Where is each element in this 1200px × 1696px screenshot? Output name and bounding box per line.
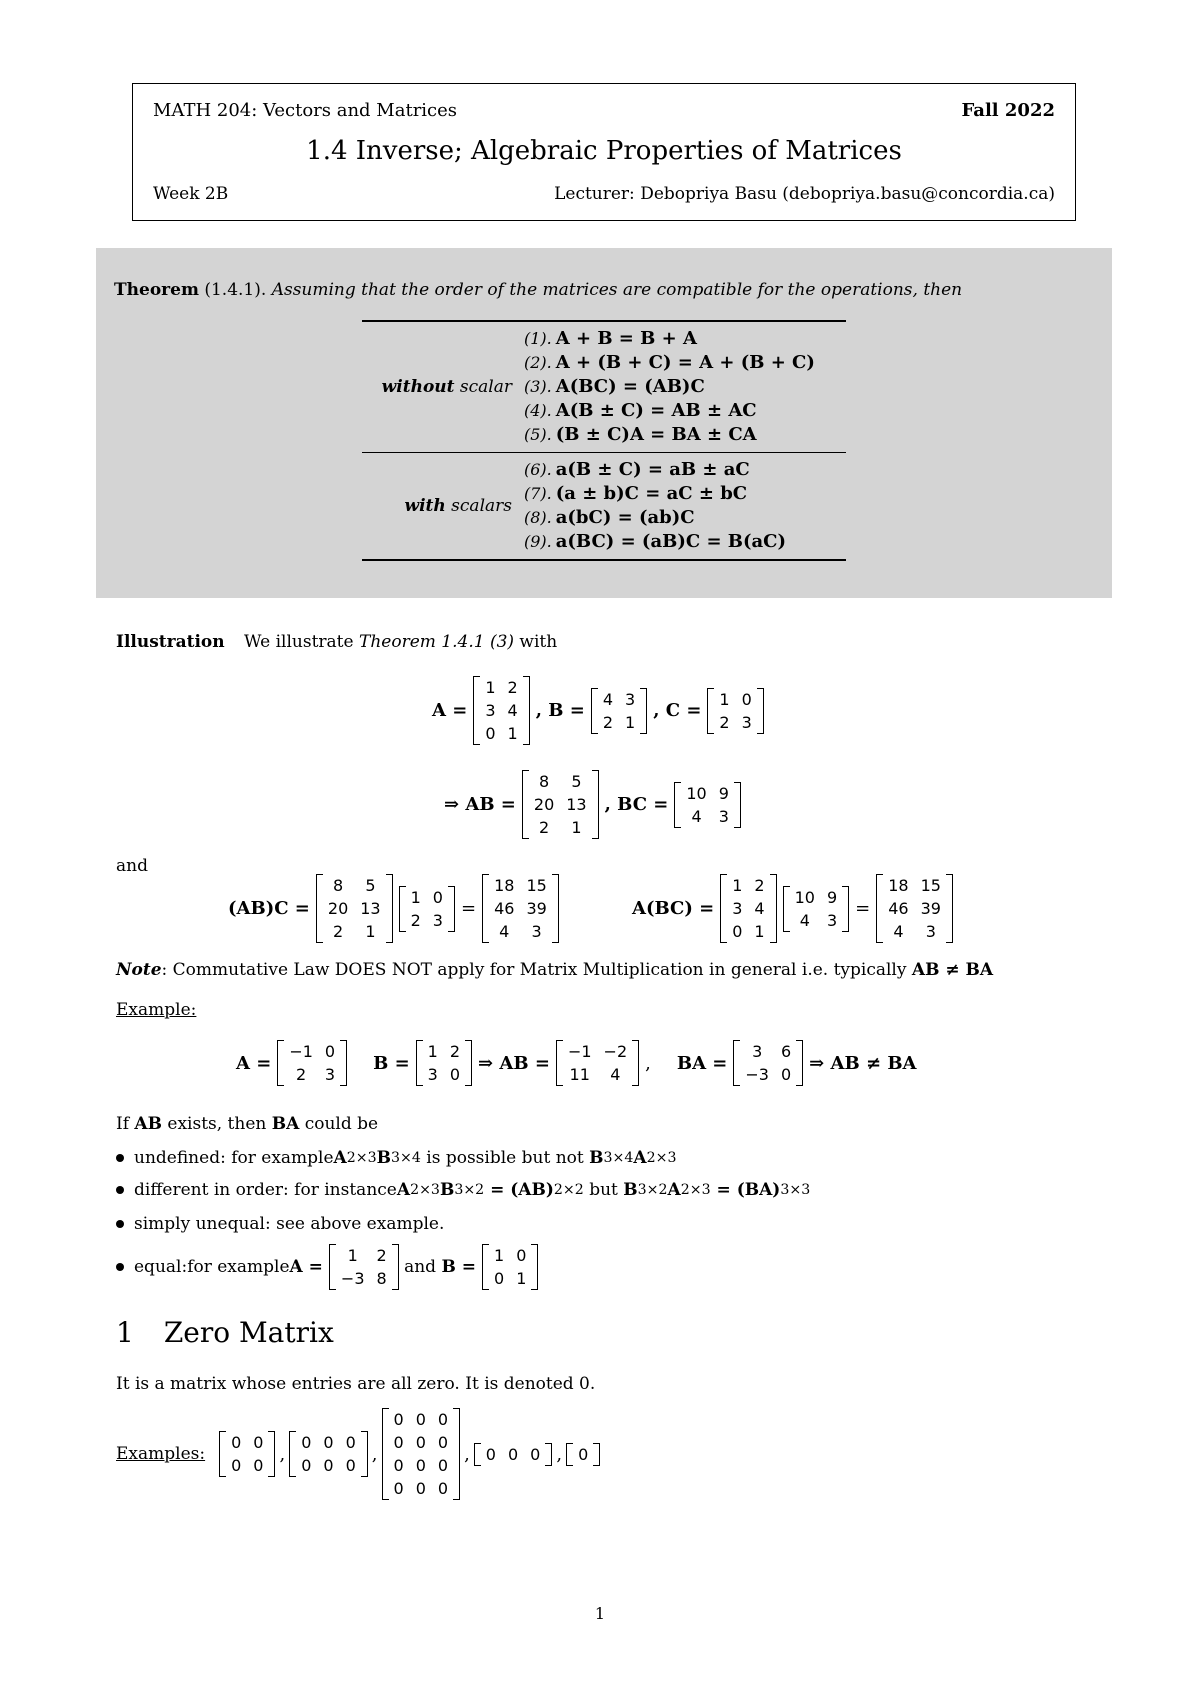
matrix-entry: 8: [332, 876, 344, 895]
matrix-entry: 1: [754, 922, 765, 941]
matrix-entry: 0: [530, 1444, 541, 1464]
matrix-entry: 0: [437, 1479, 449, 1498]
matrix-entry: 9: [826, 887, 838, 907]
course-title: MATH 204: Vectors and Matrices: [153, 100, 458, 121]
list-item: [116, 1148, 676, 1168]
bullet-icon: [116, 1154, 124, 1162]
matrix-entry: 3: [826, 910, 838, 930]
example-ba-label: BA =: [676, 1052, 728, 1074]
matrix-a-bc-result: [876, 874, 953, 943]
property-number: (5).: [524, 425, 552, 444]
example-label: Example:: [116, 1000, 197, 1020]
theorem-group: [362, 452, 846, 559]
matrix-entry: 5: [365, 876, 376, 895]
illustration-matrices-abc: [432, 676, 764, 745]
matrix-entry: 15: [526, 876, 547, 895]
list-item: [116, 1244, 538, 1290]
matrix-entry: 1: [507, 724, 518, 743]
section-title: Zero Matrix: [163, 1316, 334, 1349]
matrix-entry: −3: [745, 1065, 769, 1084]
note-expr: AB ≠ BA: [911, 960, 994, 980]
note-text: : Commutative Law DOES NOT apply for Matrix Multiplication in general i.e. typically: [161, 960, 912, 980]
theorem-box: [96, 248, 1112, 598]
matrix-entry: 2: [449, 1042, 461, 1061]
theorem-property: [524, 506, 846, 530]
matrix-entry: 46: [888, 899, 909, 918]
matrix-ab-repeat: [316, 874, 393, 943]
matrix-entry: 0: [449, 1065, 461, 1084]
matrix-entry: −1: [567, 1042, 592, 1061]
bullet-1-pre: undefined: for example: [134, 1148, 334, 1168]
matrix-entry: 3: [741, 712, 752, 732]
matrix-entry: 2: [507, 678, 518, 697]
bullet-1-m2: B: [376, 1148, 391, 1168]
zero-matrix-1x1: [566, 1443, 600, 1466]
matrix-entry: 2: [296, 1065, 307, 1084]
property-number: (1).: [524, 329, 552, 348]
property-number: (3).: [524, 377, 552, 396]
if-ab-ba: BA: [271, 1114, 300, 1134]
matrix-entry: 2: [376, 1246, 387, 1265]
matrix-entry: 8: [538, 772, 550, 791]
category-bold: with: [404, 496, 446, 516]
bullet-4-a-label: A =: [289, 1257, 323, 1277]
sep-4: ,: [556, 1443, 563, 1465]
note-label: Note: [116, 960, 162, 980]
matrix-entry: 4: [507, 701, 518, 720]
matrix-entry: 0: [507, 1444, 519, 1464]
matrix-entry: 3: [732, 899, 743, 918]
matrix-entry: 13: [360, 899, 381, 918]
property-number: (2).: [524, 353, 552, 372]
matrix-entry: 0: [485, 1444, 496, 1464]
matrix-bc: [674, 782, 741, 828]
matrix-entry: 0: [393, 1410, 404, 1429]
matrix-entry: 0: [432, 887, 443, 907]
matrix-entry: 0: [437, 1433, 449, 1452]
theorem-group: [362, 322, 846, 452]
matrix-entry: 0: [437, 1456, 449, 1475]
matrix-entry: 3: [485, 701, 496, 720]
bullet-2-s6: 3×3: [780, 1182, 811, 1198]
header-box: [132, 83, 1076, 221]
matrix-a-label: A =: [432, 700, 468, 721]
product-bc-label: , BC =: [604, 794, 669, 815]
matrix-entry: 4: [799, 910, 810, 930]
property-expression: a(bC) = (ab)C: [555, 507, 695, 528]
matrix-entry: 20: [327, 899, 349, 918]
matrix-entry: 0: [345, 1456, 356, 1475]
property-expression: A + B = B + A: [555, 328, 697, 349]
matrix-entry: 0: [231, 1456, 242, 1475]
illustration-text-post: with: [514, 632, 558, 652]
bullet-2-m3: B: [623, 1180, 638, 1200]
property-expression: a(B ± C) = aB ± aC: [555, 459, 750, 480]
sep-1: ,: [279, 1443, 286, 1465]
matrix-entry: 1: [571, 818, 582, 837]
page-title: 1.4 Inverse; Algebraic Properties of Matrices: [306, 136, 902, 166]
bullet-2-m1: A: [396, 1180, 411, 1200]
matrix-entry: 0: [437, 1410, 449, 1429]
matrix-entry: 10: [794, 887, 815, 907]
term: Fall 2022: [961, 100, 1055, 121]
a-bc-label: A(BC) =: [632, 898, 715, 919]
theorem-text: Assuming that the order of the matrices are compatible for the operations, then: [271, 280, 963, 300]
matrix-entry: 3: [925, 922, 936, 941]
bullet-icon: [116, 1263, 124, 1271]
bullet-4-b-label: B =: [441, 1257, 476, 1277]
matrix-entry: 3: [752, 1042, 763, 1061]
matrix-entry: 0: [393, 1456, 404, 1475]
property-number: (8).: [524, 508, 552, 527]
matrix-entry: 6: [780, 1042, 792, 1061]
property-expression: A(BC) = (AB)C: [555, 376, 705, 397]
if-ab-post: could be: [299, 1114, 379, 1134]
theorem-category: [362, 377, 524, 397]
category-bold: without: [381, 377, 455, 397]
matrix-entry: 0: [415, 1456, 426, 1475]
matrix-entry: 20: [533, 795, 555, 814]
matrix-entry: 1: [625, 712, 636, 732]
matrix-entry: 3: [531, 922, 542, 941]
matrix-entry: 0: [741, 689, 752, 709]
matrix-entry: 0: [301, 1456, 312, 1475]
matrix-entry: 0: [324, 1042, 336, 1061]
bullet-4-and: and: [398, 1257, 442, 1277]
matrix-b: [591, 688, 647, 734]
matrix-ab: [522, 770, 599, 839]
matrix-entry: 3: [718, 806, 729, 826]
property-expression: (B ± C)A = BA ± CA: [555, 424, 757, 445]
bullet-1-m1: A: [333, 1148, 347, 1168]
matrix-entry: −1: [289, 1042, 313, 1061]
example-conclusion: ⇒ AB ≠ BA: [809, 1052, 917, 1074]
matrix-entry: 1: [516, 1269, 527, 1288]
property-number: (4).: [524, 401, 552, 420]
matrix-entry: 0: [345, 1433, 356, 1452]
matrix-entry: 0: [301, 1433, 312, 1452]
matrix-entry: 5: [571, 772, 582, 791]
and-text: and: [116, 856, 148, 876]
matrix-entry: 0: [494, 1269, 505, 1288]
theorem-category: [362, 496, 524, 516]
matrix-entry: 4: [893, 922, 904, 941]
list-item: [116, 1214, 444, 1234]
bullet-1-s1: 2×3: [346, 1150, 377, 1166]
theorem-property: [524, 399, 846, 423]
matrix-a: [473, 676, 529, 745]
matrix-entry: 0: [485, 724, 496, 743]
matrix-entry: 46: [494, 899, 515, 918]
matrix-bc-repeat: [783, 886, 850, 932]
matrix-entry: 1: [485, 678, 496, 697]
matrix-entry: 1: [494, 1246, 505, 1265]
illustration-products: [444, 770, 741, 839]
bullet-2-s5: 2×3: [680, 1182, 711, 1198]
bullet-4-matrix-a: [329, 1244, 399, 1290]
matrix-entry: 0: [516, 1246, 527, 1265]
matrix-entry: 0: [415, 1479, 426, 1498]
bullet-1-s4: 2×3: [646, 1150, 677, 1166]
illustration-text-pre: We illustrate: [244, 632, 359, 652]
example-matrix-ba: [733, 1040, 803, 1086]
category-rest: scalars: [445, 496, 512, 516]
illustration-line: [116, 632, 557, 652]
example-b-label: B =: [373, 1052, 410, 1074]
ab-c-label: (AB)C =: [228, 898, 310, 919]
bullet-1-mid: is possible but not: [420, 1148, 590, 1168]
bullet-2-m2: B: [439, 1180, 455, 1200]
bullet-icon: [116, 1220, 124, 1228]
bullet-1-s2: 3×4: [391, 1150, 421, 1166]
matrix-entry: 0: [231, 1433, 242, 1452]
theorem-property: [524, 423, 846, 447]
matrix-entry: 18: [494, 876, 515, 895]
bullet-2-mid: but: [583, 1180, 624, 1200]
matrix-entry: 9: [718, 783, 729, 803]
bullet-1-s3: 3×4: [603, 1150, 634, 1166]
matrix-entry: 3: [324, 1065, 336, 1084]
property-number: (6).: [524, 460, 552, 479]
matrix-entry: 0: [415, 1410, 426, 1429]
matrix-entry: 0: [578, 1444, 589, 1464]
matrix-b-label: , B =: [535, 700, 585, 721]
zero-matrix-2x2: [219, 1431, 275, 1477]
property-expression: A + (B + C) = A + (B + C): [555, 352, 815, 373]
matrix-entry: 11: [569, 1065, 590, 1084]
illustration-ref: Theorem 1.4.1 (3): [358, 632, 515, 652]
illustration-label: Illustration: [116, 632, 225, 652]
matrix-entry: 15: [920, 876, 941, 895]
matrix-c: [707, 688, 763, 734]
matrix-entry: 0: [393, 1433, 404, 1452]
matrix-entry: 0: [393, 1479, 404, 1498]
bullet-2-s4: 3×2: [637, 1182, 668, 1198]
matrix-entry: 2: [410, 910, 421, 930]
bullet-2-pre: different in order: for instance: [134, 1180, 397, 1200]
week-label: Week 2B: [153, 184, 229, 204]
matrix-entry: 18: [888, 876, 909, 895]
theorem-property: [524, 327, 846, 351]
section-text: It is a matrix whose entries are all zero. It is denoted 0.: [116, 1374, 596, 1394]
matrix-c-repeat: [399, 886, 455, 932]
matrix-entry: 39: [920, 899, 941, 918]
zero-examples: [116, 1408, 600, 1500]
matrix-entry: 2: [538, 818, 550, 837]
example-equation: [236, 1040, 917, 1086]
matrix-entry: 3: [625, 689, 636, 709]
matrix-entry: 3: [427, 1065, 438, 1084]
example-matrix-b: [416, 1040, 472, 1086]
matrix-entry: 4: [602, 689, 613, 709]
bullet-2-m4: A: [667, 1180, 681, 1200]
matrix-entry: 0: [323, 1433, 334, 1452]
theorem-table: [362, 320, 846, 561]
page-number: 1: [594, 1604, 606, 1623]
matrix-entry: 0: [253, 1456, 264, 1475]
examples-label: Examples:: [116, 1444, 206, 1464]
matrix-entry: 39: [526, 899, 547, 918]
matrix-a-repeat: [720, 874, 776, 943]
matrix-entry: 0: [323, 1456, 334, 1475]
lecturer-info: Lecturer: Debopriya Basu (debopriya.basu@concordia.ca): [554, 184, 1055, 204]
matrix-entry: 1: [347, 1246, 358, 1265]
theorem-label: Theorem: [114, 280, 199, 300]
matrix-abc-result: [482, 874, 559, 943]
sep-3: ,: [464, 1443, 470, 1465]
sep-2: ,: [371, 1443, 378, 1465]
matrix-entry: 1: [410, 887, 421, 907]
bullet-4-pre: equal:for example: [134, 1257, 290, 1277]
matrix-c-label: , C =: [653, 700, 702, 721]
equals-sign-2: =: [855, 898, 871, 919]
matrix-entry: 0: [415, 1433, 426, 1452]
matrix-entry: 1: [732, 876, 743, 895]
matrix-entry: −3: [340, 1269, 365, 1288]
matrix-entry: 4: [691, 806, 702, 826]
matrix-entry: 2: [332, 922, 344, 941]
bullet-4-matrix-b: [482, 1244, 538, 1290]
matrix-entry: 4: [610, 1065, 621, 1084]
equation-a-bc: [632, 874, 953, 943]
theorem-statement: [114, 280, 962, 300]
bullet-1-m3: B: [589, 1148, 604, 1168]
category-rest: scalar: [454, 377, 512, 397]
theorem-number: (1.4.1).: [204, 280, 267, 300]
product-ab-label: ⇒ AB =: [444, 794, 516, 815]
matrix-entry: 3: [432, 910, 443, 930]
bullet-2-eq2: = (BA): [710, 1180, 781, 1200]
zero-matrix-2x3: [289, 1431, 368, 1477]
matrix-entry: 0: [253, 1433, 264, 1452]
theorem-property: [524, 375, 846, 399]
equation-ab-c: [228, 874, 559, 943]
matrix-entry: 1: [365, 922, 376, 941]
matrix-entry: 13: [566, 795, 587, 814]
bullet-2-eq1: = (AB): [484, 1180, 554, 1200]
bullet-2-s1: 2×3: [410, 1182, 440, 1198]
matrix-entry: 1: [719, 689, 730, 709]
list-item: [116, 1180, 810, 1200]
property-expression: (a ± b)C = aC ± bC: [555, 483, 748, 504]
matrix-entry: 8: [376, 1269, 387, 1288]
example-matrix-ab: [556, 1040, 639, 1086]
zero-matrix-1x3: [474, 1443, 553, 1466]
matrix-entry: 0: [732, 922, 743, 941]
bullet-3-text: simply unequal: see above example.: [134, 1214, 445, 1234]
matrix-entry: 2: [719, 712, 730, 732]
section-number: 1: [116, 1316, 134, 1349]
theorem-property: [524, 482, 846, 506]
matrix-entry: 2: [602, 712, 613, 732]
if-ab-pre: If: [116, 1114, 135, 1134]
property-number: (9).: [524, 532, 552, 551]
theorem-property: [524, 458, 846, 482]
bullet-2-s3: 2×2: [553, 1182, 584, 1198]
matrix-entry: 10: [686, 783, 707, 803]
if-ab-line: [116, 1114, 378, 1134]
theorem-property: [524, 530, 846, 554]
equals-sign: =: [460, 898, 477, 919]
example-matrix-a: [277, 1040, 347, 1086]
matrix-entry: 4: [499, 922, 510, 941]
bullet-icon: [116, 1186, 124, 1194]
zero-matrix-4x3: [382, 1408, 461, 1500]
note-line: [116, 960, 993, 980]
example-ab-label: ⇒ AB =: [478, 1052, 550, 1074]
example-comma: ,: [645, 1052, 651, 1074]
property-expression: A(B ± C) = AB ± AC: [555, 400, 757, 421]
bullet-2-s2: 3×2: [454, 1182, 485, 1198]
matrix-entry: 4: [754, 899, 765, 918]
matrix-entry: 0: [780, 1065, 792, 1084]
example-a-label: A =: [236, 1052, 272, 1074]
theorem-property: [524, 351, 846, 375]
section-heading: [116, 1316, 334, 1349]
matrix-entry: 1: [427, 1042, 438, 1061]
if-ab-mid: exists, then: [161, 1114, 272, 1134]
if-ab-ab: AB: [134, 1114, 162, 1134]
matrix-entry: 2: [754, 876, 765, 895]
bullet-1-m4: A: [633, 1148, 647, 1168]
property-number: (7).: [524, 484, 552, 503]
matrix-entry: −2: [603, 1042, 628, 1061]
property-expression: a(BC) = (aB)C = B(aC): [555, 531, 787, 552]
